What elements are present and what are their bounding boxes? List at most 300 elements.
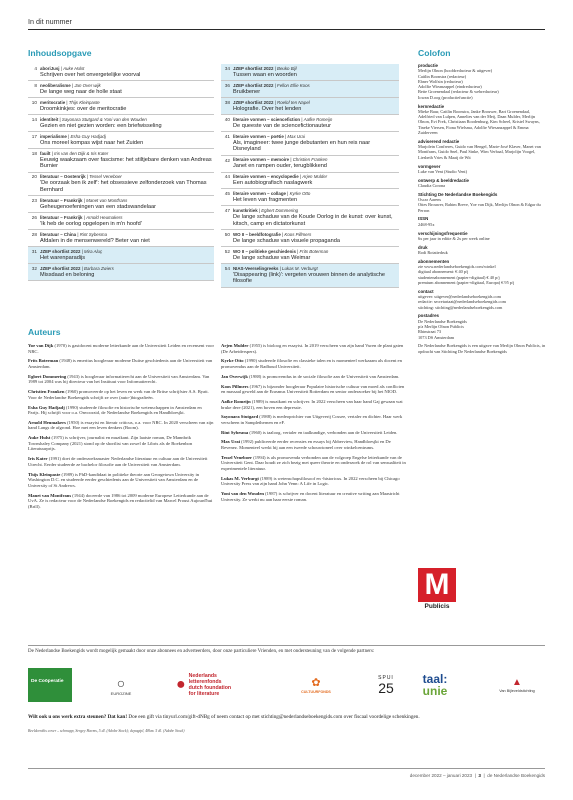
toc-title: Schrijven over het onvergetelijke voorval [40,71,141,78]
author-entry [221,399,407,410]
toc-author: Rint Sybesma [79,231,108,237]
toc-author: Barbara Zwiers [84,265,114,271]
toc-title: Eeuwig waakzaam over fascisme: het stiltjebare denken van Andreas Burnier [40,156,212,170]
publicis-mark: M [418,568,456,602]
letterenfonds-line-3: dutch foundation [188,685,232,691]
sponsor-rule [28,645,545,646]
section-header: In dit nummer [28,17,72,26]
toc-title: De lange schaduw van de Koude Oorlog in de kunst: over kunst, kitsch, camp en dictatorkunst [233,214,393,227]
author-bio: (1990) studeerde filosofie en historische wetenschappen in Amsterdam en Parijs. Hij schrijft voor o.a. Onvoorzid, de Nederlandse Boekengids en Handbloesjkt. [28,404,202,416]
colofon-line: Caitlin Boonstra (redacteur) [418,73,467,79]
toc-entry[interactable] [221,264,399,288]
toc-page-number: 23 [31,198,37,204]
footer-rule [28,768,545,769]
footer: december 2022 – januari 2023 | 3 | de Nederlandse Boekengids [409,773,545,778]
toc-page-number: 17 [31,133,37,139]
toc-entry[interactable] [221,156,399,173]
colofon-label: ISSN [418,216,429,222]
toc-entry-text [40,151,214,170]
colofon-line: Ebner Wolfsin (redacteur) [418,78,463,84]
toc-separator: | [59,65,64,71]
toc-separator: | [273,99,278,105]
spui25-top: SPUI [378,674,394,681]
toc-entry-text [40,198,214,211]
colofon-label: adviserend redactie [418,138,460,144]
toc-category: JZEP shortlist 2022 [233,99,274,105]
toc-entry[interactable] [221,81,399,98]
author-name: Egbert Dommering [28,373,67,379]
cultuurfonds-icon: ✿ [311,676,321,689]
colofon-line: p/a Merlijn Olnon Publicis [418,323,464,329]
toc-category: kunstkritiek [233,208,258,214]
toc-category: JZEP shortlist 2022 [40,265,81,271]
toc-page-number: 40 [224,116,230,122]
author-name: Yoni van den Wouden [221,491,264,497]
toc-author: Arnold Heumakers [86,214,123,220]
author-bio: (1970) is gastdocent moderne letterkunde aan de Universiteit Leiden en recensent voor NRC. [28,343,215,354]
toc-category: literaire vormen – collage [233,191,286,197]
toc-author: Beuko Bijl [277,65,297,71]
author-bio: (1988) is medeoprichter van Uitgeverij Cossee, vertaler en dichter. Haar werk verscheen in Samplethernen en eF. [221,414,403,425]
logo-taalunie[interactable] [410,668,460,702]
toc-entry[interactable] [221,189,399,206]
toc-separator: | [273,65,278,71]
author-bio: (1989) is wetenschapsfilosoof en -historicus. In 2022 verscheen bij Chicago University Press van zijn hand John Venn: A Life in Logic. [221,475,400,487]
toc-page-number: 10 [31,99,37,105]
toc-title: Afdalen in de mensenwereld? Beter van niet [40,237,150,244]
footer-date: december 2022 – januari 2023 [409,773,473,778]
toc-entry-text [40,100,214,113]
toc-entry[interactable] [28,64,214,81]
letterenfonds-line-1: Nederlands [188,672,217,679]
toc-entry[interactable] [28,149,214,173]
author-bio: (1960) promoveerde op het leven en werk van de Britse schrijfster A.S. Byatt. Voor de Nederlandse Boekengids schrijft ze over (auto-)biografieën. [28,389,209,400]
author-bio: (1990) studeerde filosofie en classieke talen en is momenteel werkzaam als docent en promovendus aan de Radboud Universiteit. [221,358,402,369]
toc-right-column [221,64,399,288]
toc-author: Koos Pillmers [284,231,312,237]
author-bio: (1944) doceerde van 1986 tot 2009 moderne Europese Letterkunde aan de UvA. Ze is redacteur voor de Nederlandse Boekengids en redactielid van Marcel Proust Aujourd'hui (Brill). [28,492,213,509]
toc-entry[interactable] [28,196,214,213]
letterenfonds-icon: ● [176,676,186,693]
footer-page-number: 3 [478,773,481,778]
toc-title: De lange weg naar de holle staat [40,88,122,95]
toc-author: Sayonara Stutgard & Yoni van den Wouden [61,116,147,122]
toc-separator: | [80,248,85,254]
toc-page-number: 54 [224,266,230,271]
toc-author: Thijs Kleinpaste [68,99,100,105]
toc-category: aboriJusj [40,65,60,71]
toc-entry-text [40,117,214,130]
toc-separator: | [50,150,55,156]
toc-entry-text [40,215,214,228]
toc-title: 'Disappearing (link)': vergeten vrouwen binnen de analytische filosofie [233,271,386,285]
toc-entry-text [40,83,214,96]
toc-page-number: 45 [224,191,230,197]
logo-bijleveld-label: Van Bijleveldstichting [499,689,535,693]
image-credits: Beeldcredits cover – schmapp, Sergey Harms, 5 dl. (Adobe Stock); depagipl, 48km. 5 dl. (Adobe Stock) [28,729,185,733]
toc-category: literatuur – Frankrijk [40,214,83,220]
toc-entry-text [233,208,399,227]
author-entry [221,343,407,354]
colofon-label: postadres [418,313,439,319]
toc-entry[interactable] [221,247,399,264]
author-name: Kyrke Otto [221,358,244,364]
colofon-line: Rodi Rotatiedruk [418,249,448,255]
toc-author: Frits Boterman [299,248,329,254]
colofon-line: 6x per jaar in editie & 2x per week online [418,235,490,241]
author-entry [28,420,214,431]
author-entry [221,476,407,487]
author-name: Esha Guy Hadjadj [28,404,65,410]
toc-title: De lange schaduw van Weimar [233,254,311,261]
toc-author: Aafke Romeijn [303,116,333,122]
toc-separator: | [298,174,303,180]
toc-title: Ons moreel kompas wijst naar het Zuiden [40,139,144,146]
toc-author: Jan Over wijk [74,82,101,88]
toc-category: literatuur – Frankrijk [40,197,83,203]
author-bio: (1960) is taaloog, vertaler en taalkundige, verbonden aan de Universiteit Leiden. [249,429,398,435]
toc-separator: | [82,197,87,203]
toc-author: Mira Aluç [84,248,103,254]
author-name: Rint Sybesma [221,429,249,435]
colofon-label: druk [418,244,428,250]
toc-category: literaire vormen – encyclopedie [233,174,299,180]
donation-callout [28,714,545,720]
colofon-label: productie [418,63,439,68]
toc-entry-text [233,232,399,245]
toc-category: NIAS-Veerselingreeks [233,265,279,271]
toc-author: Max Urai [287,133,305,139]
toc-author: Manet van Montfrans [86,197,128,203]
toc-author: Esha Guy Hadjadj [70,133,106,139]
toc-separator: | [285,191,290,197]
toc-title: Droomkinkjes: over de meritocratie [40,105,127,112]
toc-separator: | [70,82,75,88]
bijleveld-icon: ▲ [512,677,522,688]
author-bio: (1950) is essayist en literair criticus, o.a. voor NRC. In 2020 verscheen van zijn hand Langs de afgrond. Hoe met een leven denkers (Boom). [28,419,214,431]
toc-title: Het leven van fragmenten [233,197,298,204]
toc-page-number: 47 [224,208,230,214]
author-bio: (1988) is promovendus in de sociale filosofie aan de Universiteit van Amsterdam. [249,373,400,379]
toc-entry-text [233,174,399,187]
colofon-heading: Colofon [418,48,451,58]
toc-category: WO II – politieke geschiedenis [233,248,296,254]
toc-title: Bruikbener [233,88,261,95]
colofon-line: Adolfie Wieanzappel (eindredacteur) [418,84,482,90]
toc-author: Auke Hulst [63,65,85,71]
author-bio: (1992) publiceerde eerder recensies en essays bij Abberview, Handbloesjkt en De Revenez. Momenteel werkt hij aan een tweede schouwtoneel over winkelcentrums. [221,439,391,451]
colofon-line: Luke van Vent (Studio Vent) [418,168,468,174]
logo-eurozine-label: EUROZINE [110,690,132,696]
toc-entry-text [233,100,399,113]
toc-author: Arjen Mulder [302,174,328,180]
toc-entry[interactable] [28,115,214,132]
toc-title: Het warenparadijs [40,254,86,261]
donation-text: Doe een gift via tinyurl.com/gift-dNBg of neem contact op met stichting@nederlandseboekengids.com over fiscaal voordelige schenkingen. [127,714,420,720]
toc-separator: | [257,208,262,214]
toc-entry-text [233,249,399,262]
spui25-bottom: 25 [378,679,394,696]
toc-category: JZEP shortlist 2022 [233,65,274,71]
author-name: Christien Franken [28,389,65,395]
colofon-label: abonnementen [418,258,450,264]
toc-page-number: 42 [224,157,230,163]
toc-author: Kyrke Otto [289,191,311,197]
toc-category: identiteit [40,116,59,122]
toc-author: Iris van den Dijk & Iris Kater [54,150,109,156]
toc-entry-text [40,266,214,279]
letterenfonds-line-2: letterenfonds [188,678,222,685]
toc-entry-text [40,134,214,147]
toc-title: Gezien en niet gezien worden: een briefwisseling [40,122,162,129]
author-bio: (1987) is schrijver en docent literatuur en creative writing aan Maastricht University. Ze werkt nu aan haar eerste roman. [221,491,400,502]
toc-entry-text [233,83,399,96]
toc-heading: Inhoudsopgave [28,48,92,58]
toc-category: JZEP shortlist 2022 [233,82,274,88]
letterenfonds-line-4: for literature [188,691,220,698]
author-entry [221,430,407,436]
colofon-line: uitgever: uitgever@nederlandseboekengids.com [418,293,501,299]
toc-category: fauilt [40,150,51,156]
author-name: Sayonara Stutgard [221,414,259,420]
author-entry [28,435,214,452]
author-name: Aafke Romeijn [221,398,251,404]
toc-category: imperialisme [40,133,67,139]
toc-category: neoliberalisme [40,82,71,88]
colofon-label: vormgever [418,163,441,169]
author-entry [28,405,214,416]
toc-page-number: 26 [31,215,37,221]
author-entry [221,414,407,425]
toc-separator: | [82,214,87,220]
author-entry [28,389,214,400]
toc-separator: | [273,82,278,88]
toc-page-number: 52 [224,249,230,255]
toc-page-number: 4 [34,65,37,71]
author-entry [28,358,214,369]
colofon-label: contact [418,288,434,294]
author-name: Koos Pillmers [221,383,249,389]
author-entry [221,439,407,450]
authors-right-column [221,343,407,507]
publicis-logo [418,568,456,614]
toc-separator: | [66,133,71,139]
toc-author: Fellon Ellie Koos [277,82,310,88]
author-name: Iris Kater [28,456,48,462]
toc-entry-text [40,66,214,79]
toc-separator: | [283,133,288,139]
toc-entry-text [40,232,214,245]
toc-separator: | [58,116,62,122]
toc-page-number: 32 [31,266,37,271]
colofon-line: Marjolein Confreres, Guido van Hengel, Marie-José Klaver, Manet van Montfrans, Guido Snel, Paul Sinke, Wim Verbaal, Marjolijn Voogel, Liesbeth Vries & Maaij de Wit [418,144,541,160]
author-entry [28,374,214,385]
colofon-line: digitaal abonnement: € 40 p/j [418,269,469,275]
colofon-line: Mieke Baur, Caitlin Boonstra, Janke Brouwer, Bart Groenendaal, Adelfried van Lulpen, Annelies van der Meij, Daan Mulder, Merlijn Olnon, Evi Frek, Christiaan Roodenburg, Kim Scheel, Kristel Swuyns, Tineke Viersen, Fiona Wielsma, Adolfie Wiesanzappel & Emma Zuiderveen [418,108,540,136]
publicis-wordmark: Publicis [424,603,450,610]
toc-page-number: 8 [34,82,37,88]
logo-de-cooperatie-label: De Coöperatie [28,668,72,702]
toc-entry[interactable] [221,173,399,190]
toc-entry-text [233,266,399,285]
toc-entry[interactable] [28,81,214,98]
author-name: Jan Overwijk [221,373,248,379]
colofon [418,63,546,354]
toc-category: literaire vormen – poëtie [233,133,284,139]
toc-category: literaire vormen – memoire [233,157,290,163]
toc-category: literaire vormen – sciencefiction [233,116,301,122]
author-bio: (1991) doet de onderzoeksmaster Nederlandse literatuur en cultuur aan de Universiteit Utrecht. Eerder studeerde ze bachelor filosofie aan de Universiteit van Amsterdam. [28,456,208,467]
taalunie-bottom: unie [422,684,448,698]
toc-title: Een autobiografisch naslagwerk [233,180,313,187]
toc-entry[interactable] [28,213,214,230]
toc-entry-text [233,134,399,153]
author-name: Manet van Montfrans [28,492,72,498]
author-name: Max Urai [221,439,241,445]
toc-separator: | [278,265,282,271]
toc-separator: | [295,248,300,254]
colofon-line: Ottes Brouwer, Rahim Breve, Yoe van Dijk, Merlijn Olnon & Edgar du Perron [418,202,541,213]
logo-spui25[interactable] [373,668,399,702]
toc-entry-text [233,157,399,170]
toc-title: 'De oorzaak ben ik zelf': het obsessieve zelfonderzoek van Thomas Bernhard [40,180,207,193]
author-entry [221,374,407,380]
colofon-line: Merlijn Olnon (hoofdredacteur & uitgever) [418,68,493,74]
author-name: Tessel Veneboer [221,454,253,460]
logo-bijleveldstichting[interactable] [488,668,546,702]
toc-category: literatuur – China [40,231,77,237]
toc-author: Roelof ten Napel [277,99,310,105]
toc-page-number: 14 [31,116,37,122]
toc-page-number: 36 [224,82,230,88]
colofon-line: stichting: stichting@nederlandseboekengids.com [418,304,503,310]
toc-author: Tessel Veneboer [89,174,122,180]
colofon-line: studentenabonnement (papier+digitaal) € 40 p/j [418,274,500,280]
top-rule [28,29,545,30]
toc-entry[interactable] [221,64,399,81]
colofon-line: Bette Groenendaal (redacteur & webredacteur) [418,89,499,95]
author-name: Thijs Kleinpaste [28,471,61,477]
toc-title: Tussen waan en woorden [233,71,297,78]
toc-title: De queeste van de sciencefictionauteur [233,122,331,129]
toc-page-number: 41 [224,133,230,139]
colofon-label: verschijningsfrequentie [418,230,468,236]
authors-heading: Auteurs [28,327,61,337]
toc-category: JZEP shortlist 2022 [40,248,81,254]
toc-separator: | [289,157,293,163]
author-name: Lukas M. Verburgt [221,475,259,481]
toc-left-column [28,64,214,281]
toc-title: Missdaad en beloning [40,271,95,278]
colofon-line: zie www.nederlandseboekengids.com/winkel [418,264,496,269]
toc-entry[interactable] [221,206,399,230]
author-name: Auke Hulst [28,435,51,441]
colofon-line: Rhinstraat 73 [418,329,442,335]
toc-title: Als, imagineer: twee junge debutanten en hun reis naar Disneyland [233,139,371,153]
colofon-label: kernredactie [418,103,445,109]
toc-page-number: 34 [224,65,230,71]
toc-author: Christien Franken [292,157,328,163]
author-name: Yoe van Dijk [28,343,54,348]
toc-page-number: 44 [224,174,230,180]
toc-category: meritocratie [40,99,66,105]
author-bio: (1989) is PhD-kandidaat in politieke theorie aan Georgetown University in Washington D.C. en studeerde eerder geschiedenis aan de Universiteit van Amsterdam en de University of St Andrews. [28,471,200,488]
colofon-line: premium abonnement (papier+digitaal, Europa) € 95 p/j [418,279,515,285]
toc-entry[interactable] [28,132,214,149]
toc-title: Holografie. Over het lenden [233,105,302,112]
toc-entry[interactable] [28,264,214,281]
author-entry [221,384,407,395]
toc-entry-text [233,66,399,79]
logo-letterenfonds[interactable] [176,668,246,702]
author-entry [28,456,214,467]
toc-separator: | [280,231,285,237]
logo-cultuurfonds[interactable] [296,668,336,702]
toc-author: Egbert Dommering [261,208,299,214]
colofon-label: Stichting De Nederlandse Boekengids [418,191,498,197]
taalunie-top: taal: [422,672,448,686]
author-bio: (1943) is hoogleraar informatierecht aan de Universiteit van Amsterdam. Van 1989 tot 2004 was hij directeur van het Instituut voor Informatierecht. [28,373,210,385]
toc-separator: | [80,265,85,271]
author-bio: (1948) is emeritus hoogleraar moderne Duitse geschiedenis aan de Universiteit van Amsterdam. [28,358,213,369]
toc-entry-text [40,249,214,262]
author-entry [28,343,214,354]
toc-entry[interactable] [221,115,399,132]
authors-left-column [28,343,214,514]
colofon-line: 1073 DS Amsterdam [418,334,455,340]
author-bio: (1994) is als promovenda verbonden aan de volgroep Engelse letterkunde van de Universiteit Gent. Daar houdt ze zich bezig met queer theorie en onderzoek de rol van sensualiteit in experimentele literatuur. [221,454,406,471]
toc-author: Lukas M. Verburgt [282,265,318,271]
author-name: Arjen Mulder [221,343,249,348]
author-bio: (1967) is bijzonder hoogleraar Populaire historische cultuur van moed als conflicten en massaal geweld aan de Erasmus Universiteit Rotterdam en senior onderzoeker bij het NIOD. [221,383,405,395]
toc-entry-text [233,191,399,204]
author-entry [221,455,407,472]
donation-lead: Wilt ook u ons werk extra steunen? Dat kan! [28,714,128,720]
sponsor-note: De Nederlandse Boekengids wordt mogelijk gemaakt door onze abonnees en adverteerders, door onze particuliere Vrienden, en met ondersteuning van de volgende partners: [28,649,375,654]
author-entry [28,493,214,510]
toc-title: De lange schaduw van visuele propaganda [233,237,340,244]
toc-entry[interactable] [221,132,399,156]
toc-page-number: 18 [31,150,37,156]
toc-entry[interactable] [28,173,214,197]
colofon-line: De Nederlandse Boekengids [418,318,467,324]
toc-page-number: 20 [31,174,37,180]
toc-separator: | [85,174,90,180]
toc-page-number: 50 [224,232,230,238]
toc-entry[interactable] [221,98,399,115]
colofon-line: De Nederlandse Boekengids is een uitgave van Merlijn Olnon Publicis, in opdracht van Stichting De Nederlandse Boekengids [418,343,546,354]
eurozine-icon: ○ [116,674,126,691]
toc-entry[interactable] [221,230,399,247]
footer-publication: de Nederlandse Boekengids [487,773,545,778]
author-name: Frits Boterman [28,358,59,364]
toc-separator: | [65,99,69,105]
colofon-line: Claudia Corona [418,182,446,188]
toc-title: Janet en rampen ouder, terugblikkend [233,163,327,170]
author-entry [221,491,407,502]
toc-title: Geheugenoefeningen van een stadswandelaar [40,203,157,210]
toc-separator: | [300,116,304,122]
colofon-line: Oscar Aarens [418,197,442,203]
colofon-line: redactie: secretariaat@nederlandseboekengids.com [418,299,506,305]
toc-entry[interactable] [28,247,214,264]
toc-entry[interactable] [28,98,214,115]
author-bio: (1975) is schrijver, journalist en muzikant. Zijn laatste roman, De Mannbrik Townshaley Company (2021) stond op de shortlist van zowel de Libris als de Boekenbon Literatuurprijs. [28,435,193,452]
logo-eurozine[interactable] [103,668,139,702]
toc-entry-text [233,117,399,130]
logo-de-cooperatie[interactable] [28,668,72,702]
toc-entry[interactable] [28,230,214,247]
